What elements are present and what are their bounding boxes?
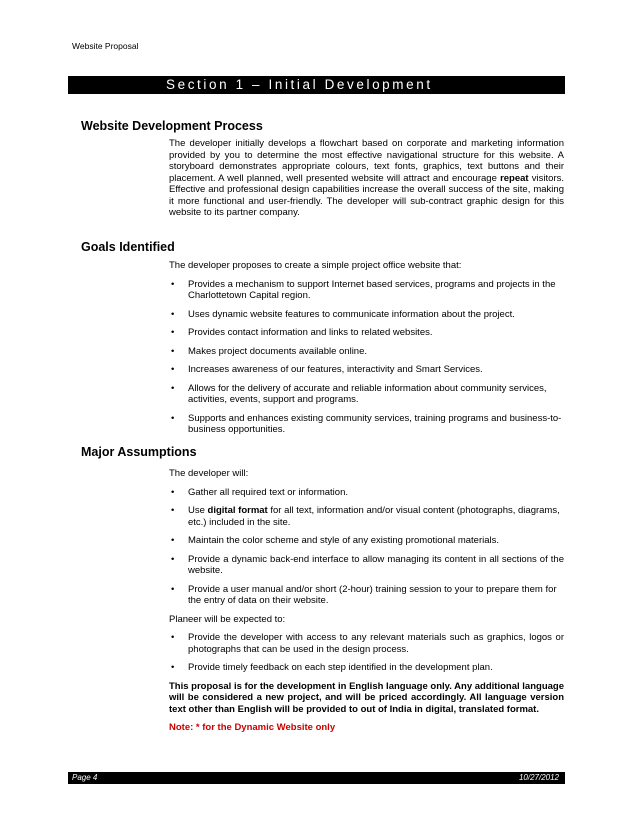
footer-bar xyxy=(68,772,565,784)
process-text-2: visitors. Effective and professional design capabilities increase the overall success of the site, making it more functional and user-friendly. The developer will sub-contract graphic design for this website to its partner company. xyxy=(169,172,565,218)
goals-intro: The developer proposes to create a simple project office website that: xyxy=(169,260,462,271)
goals-list-item: • Allows for the delivery of accurate and reliable information about community services, activities, events, support and programs. xyxy=(169,383,564,406)
process-heading: Website Development Process xyxy=(81,119,263,133)
process-text-1: The developer initially develops a flowchart based on corporate and marketing information provided by you to determine the most effective navigational structure for this website. A storyboard demonstrates appropriate colours, text fonts, graphics, text buttons and their placement. A well planned, well presented website will attract and encourage xyxy=(169,138,564,184)
assumptions-section xyxy=(169,468,564,734)
goals-list-item: • Provides contact information and links to related websites. xyxy=(169,327,564,339)
dev-item2-pre: Use xyxy=(188,505,208,516)
developer-list-item: • Provide a user manual and/or short (2-hour) training session to your to prepare them for the entry of data on their website. xyxy=(169,584,564,607)
process-text-bold: repeat xyxy=(500,172,529,184)
assumptions-heading: Major Assumptions xyxy=(81,445,197,459)
section-title: Section 1 – Initial Development xyxy=(166,77,433,92)
page-number: Page 4 xyxy=(72,773,98,782)
goals-heading: Goals Identified xyxy=(81,240,175,254)
footer-date: 10/27/2012 xyxy=(518,773,559,782)
dev-item2-post: for all text, information and/or visual content (photographs, diagrams, etc.) included in the site. xyxy=(188,505,560,528)
developer-intro: The developer will: xyxy=(169,468,249,479)
goals-section xyxy=(169,260,564,436)
process-paragraph xyxy=(169,138,564,219)
client-list-item: • Provide the developer with access to any relevant materials such as graphics, logos or photographs that can be used in the design process. xyxy=(169,632,564,655)
dynamic-note: Note: * for the Dynamic Website only xyxy=(169,722,336,733)
running-header: Website Proposal xyxy=(72,41,139,51)
section-banner xyxy=(68,76,565,94)
client-intro: Planeer will be expected to: xyxy=(169,613,286,625)
developer-list-item xyxy=(169,505,564,528)
language-paragraph: This proposal is for the development in English language only. Any additional language will be considered a new project, and will be priced accordingly. All language version text other than English will be provided to out of India in digital, translated format. xyxy=(169,680,564,715)
goals-list-item: • Increases awareness of our features, interactivity and Smart Services. xyxy=(169,364,564,376)
dev-item2-bold: digital format xyxy=(207,505,268,516)
goals-list-item: • Makes project documents available online. xyxy=(169,346,564,358)
goals-list-item: • Uses dynamic website features to communicate information about the project. xyxy=(169,309,564,321)
developer-list-item: • Gather all required text or information. xyxy=(169,487,564,499)
developer-list-item: • Provide a dynamic back-end interface to allow managing its content in all sections of the website. xyxy=(169,554,564,577)
developer-list-item: • Maintain the color scheme and style of any existing promotional materials. xyxy=(169,535,564,547)
goals-list-item: • Supports and enhances existing community services, training programs and business-to-business opportunities. xyxy=(169,413,564,436)
client-list-item: • Provide timely feedback on each step identified in the development plan. xyxy=(169,662,564,674)
goals-list-item: • Provides a mechanism to support Internet based services, programs and projects in the Charlottetown Capital region. xyxy=(169,279,564,302)
